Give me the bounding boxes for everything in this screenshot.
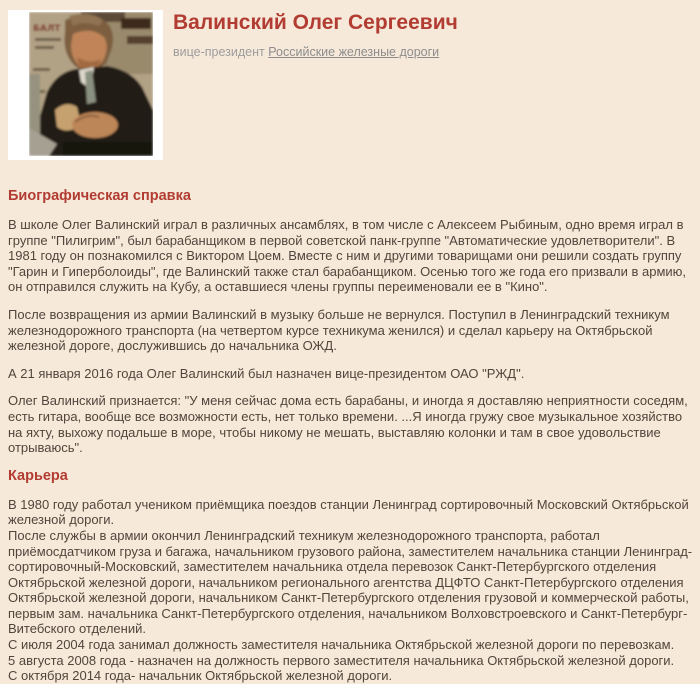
subtitle-role: вице-президент [173, 45, 265, 60]
career-paragraph: С октября 2014 года- начальник Октябрьской железной дороги. [8, 668, 393, 684]
career-paragraph: После службы в армии окончил Ленинградский техникум железнодорожного транспорта, работал приёмосдатчиком груза и багажа, начальником грузового района, заместителем начальника станции Ленинград-сортировочный-Московский, заместителем начальника отдела перевозок Санкт-Петербургского отделения Октябрьской железной дороги, начальником регионального агентства ДЦФТО Санкт-Петербургского отделения Октябрьской железной дороги, начальником Санкт-Петербургского отделения грузовой и коммерческой работы, первым зам. начальника Санкт-Петербургского отделения, начальником Волховстроевского и Санкт-Петербург-Витебского отделений. [8, 527, 693, 637]
section-career [8, 468, 694, 684]
portrait-photo-image [29, 12, 153, 156]
profile-header [8, 10, 694, 160]
bio-paragraph: В школе Олег Валинский играл в различных ансамблях, в том числе с Алексеем Рыбиным, одно время играл в группе "Пилигрим", был барабанщиком в первой советской панк-группе "Автоматические удовлетворители". В 1981 году он познакомился с Виктором Цоем. Вместе с ним и другими товарищами они решили создать группу "Гарин и Гиперболоиды", где Валинский также стал барабанщиком. Осенью того же года его призвали в армию, он отправился служить на Кубу, а оставшиеся члены группы переименовали ее в "Кино". [8, 217, 687, 295]
header-text [173, 10, 458, 59]
section-heading-biography: Биографическая справка [8, 188, 191, 204]
career-paragraph: В 1980 году работал учеником приёмщика поездов станции Ленинград сортировочный Московский Октябрьской железной дороги. [8, 496, 689, 528]
career-paragraph: С июля 2004 года занимал должность заместителя начальника Октябрьской железной дороги по перевозкам. [8, 637, 675, 653]
bio-paragraph: Олег Валинский признается: "У меня сейчас дома есть барабаны, и иногда я доставляю неприятности соседям, есть гитара, вообще все возможности есть, нет только времени. ...Я иногда гружу свое музыкальное хозяйство на яхту, выхожу подальше в море, чтобы никому не мешать, выставляю колонки и там в свое удовольствие отрываюсь". [8, 393, 688, 456]
profile-photo [8, 10, 163, 160]
bio-paragraph: А 21 января 2016 года Олег Валинский был назначен вице-президентом ОАО "РЖД". [8, 365, 525, 381]
page-title: Валинский Олег Сергеевич [173, 11, 458, 34]
career-paragraph: 5 августа 2008 года - назначен на должность первого заместителя начальника Октябрьской железной дороги. [8, 652, 675, 668]
section-biography [8, 188, 694, 456]
bio-paragraph: После возвращения из армии Валинский в музыку больше не вернулся. Поступил в Ленинградский техникум железнодорожного транспорта (на четвертом курсе техникума женился) и сделал карьеру на Октябрьской железной дороге, дослужившись до начальника ОЖД. [8, 306, 670, 354]
subtitle [173, 45, 458, 59]
section-heading-career: Карьера [8, 467, 68, 484]
company-link[interactable]: Российские железные дороги [268, 45, 440, 60]
svg-text:БАЛТ: БАЛТ [33, 24, 61, 34]
